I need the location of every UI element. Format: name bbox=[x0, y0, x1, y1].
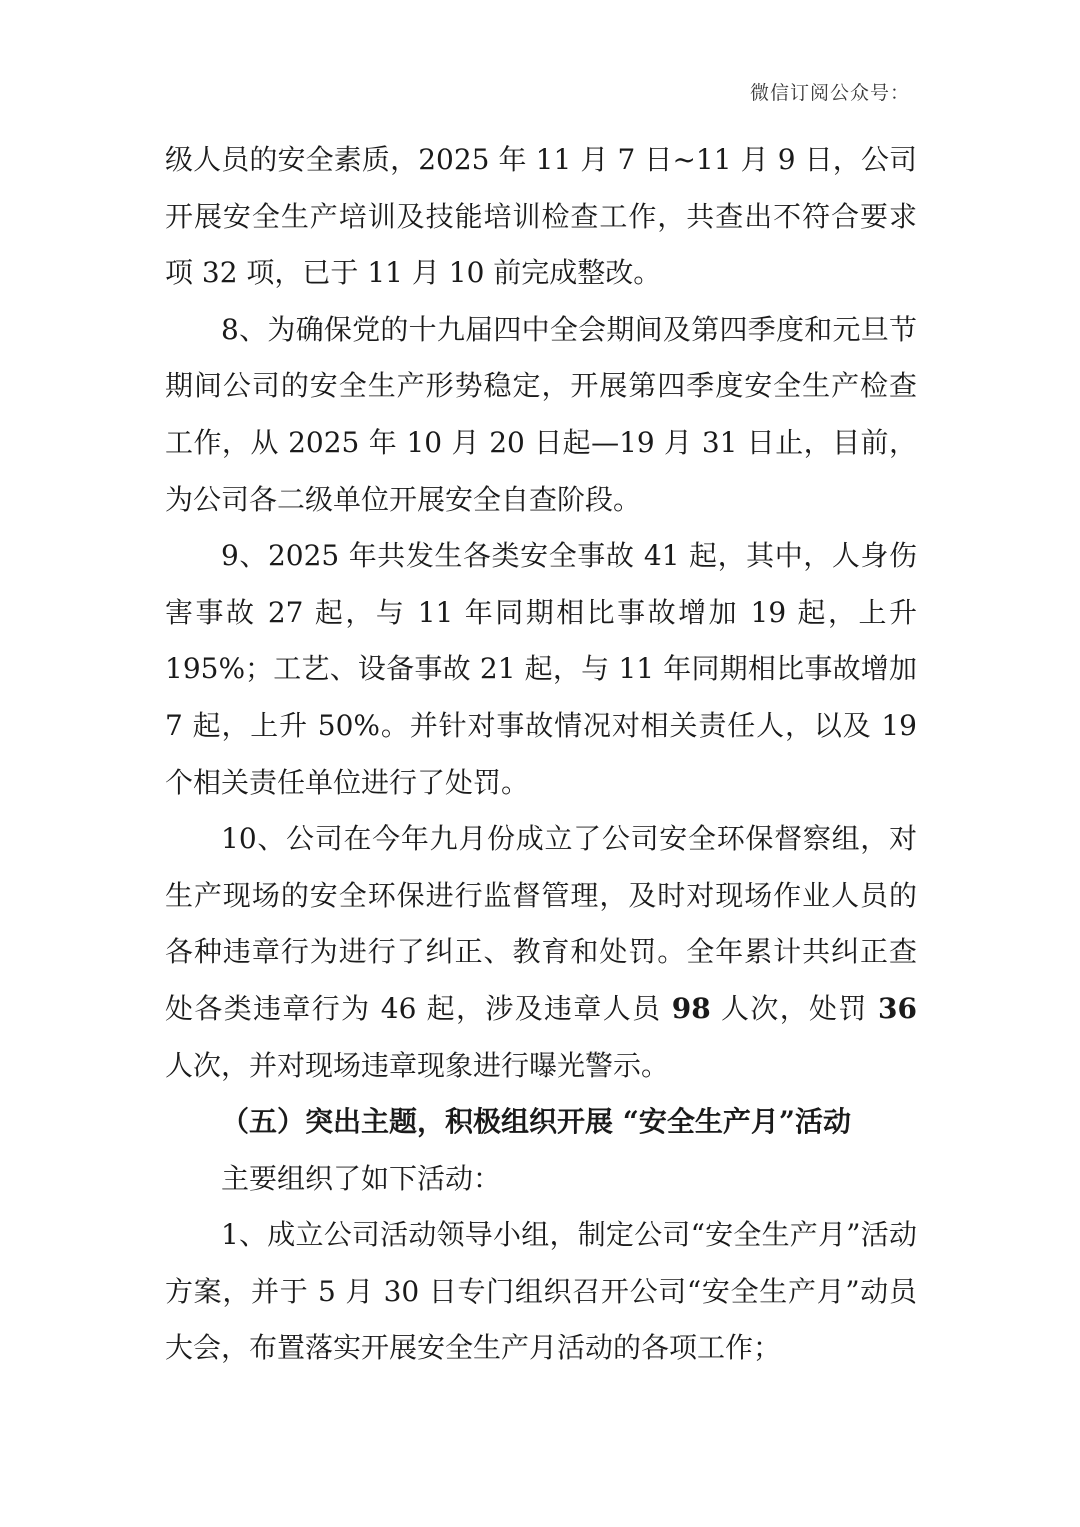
section-5-item-1: 1、成立公司活动领导小组，制定公司“安全生产月”活动方案，并于 5 月 30 日专门组织召开公司“安全生产月”动员大会，布置落实开展安全生产月活动的各项工作； bbox=[165, 1218, 917, 1365]
paragraph-item-10-text-a: 10、公司在今年九月份成立了公司安全环保督察组，对生产现场的安全环保进行监督管理，及时对现场作业人员的各种违章行为进行了纠正、教育和处罚。全年累计共纠正查处各类违章行为 46 起，涉及违章人员 bbox=[165, 822, 917, 1025]
paragraph-item-8: 8、为确保党的十九届四中全会期间及第四季度和元旦节期间公司的安全生产形势稳定，开展第四季度安全生产检查工作，从 2025 年 10 月 20 日起—19 月 31 日止，目前，为公司各二级单位开展安全自查阶段。 bbox=[165, 312, 917, 516]
header-note: 微信订阅公众号： bbox=[749, 82, 910, 104]
section-5-intro: 主要组织了如下活动： bbox=[221, 1161, 502, 1195]
paragraph-intro: 级人员的安全素质，2025 年 11 月 7 日~11 月 9 日，公司开展安全生产培训及技能培训检查工作，共查出不符合要求项 32 项，已于 11 月 10 前完成整改。 bbox=[165, 143, 917, 290]
paragraph-item-9: 9、2025 年共发生各类安全事故 41 起，其中，人身伤害事故 27 起，与 11 年同期相比事故增加 19 起，上升 195%；工艺、设备事故 21 起，与 11 年同期相比事故增加 7 起，上升 50%。并针对事故情况对相关责任人，以及 19 个相关责任单位进行了处罚。 bbox=[165, 539, 917, 799]
paragraph-item-10-text-c: 人次，并对现场违章现象进行曝光警示。 bbox=[165, 1048, 670, 1082]
paragraph-item-10-text-b: 人次，处罚 bbox=[710, 991, 879, 1025]
document-body bbox=[165, 132, 917, 1377]
paragraph-item-10 bbox=[165, 811, 917, 1094]
section-5-heading: （五）突出主题，积极组织开展 “安全生产月”活动 bbox=[221, 1105, 851, 1139]
penalty-count: 36 bbox=[878, 991, 917, 1025]
violation-count: 98 bbox=[671, 991, 711, 1025]
